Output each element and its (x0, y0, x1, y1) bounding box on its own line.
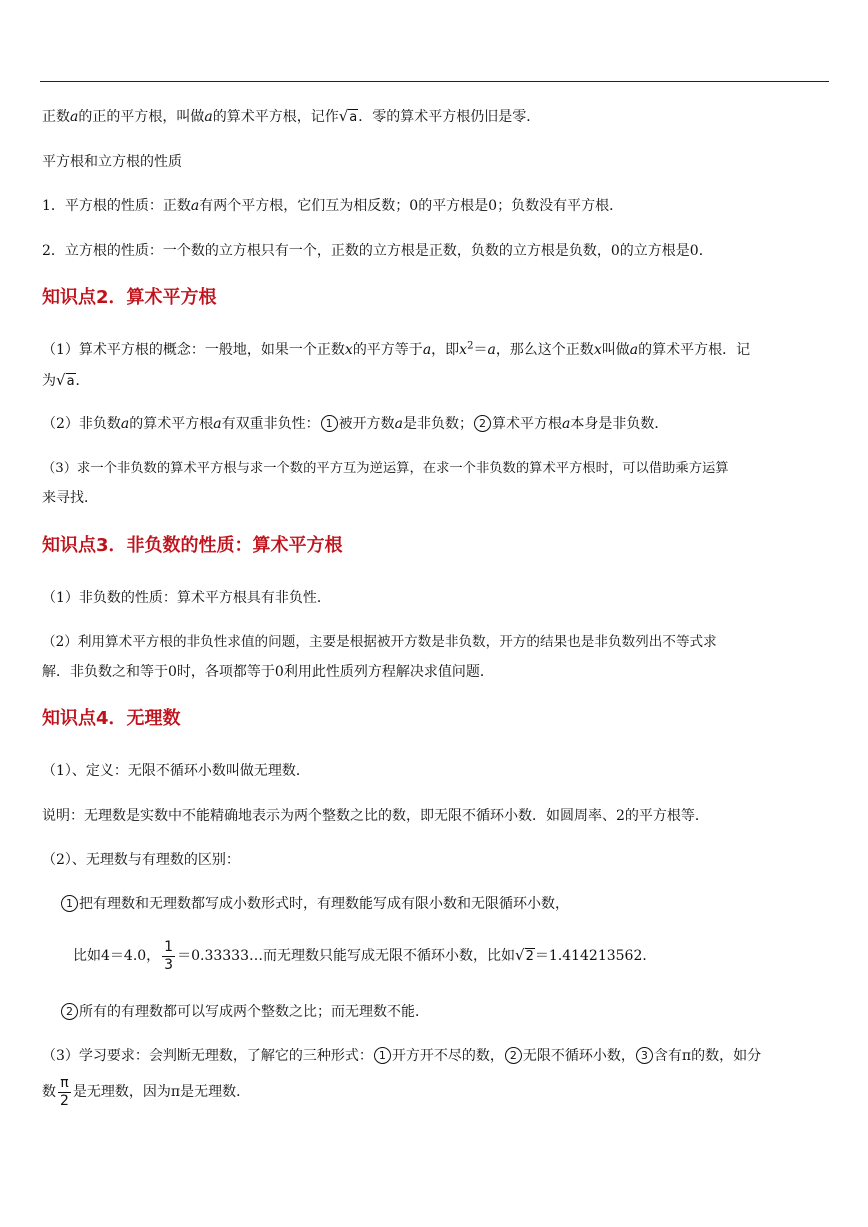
sqrt-2: √2 (515, 946, 534, 964)
k3-para-2-line-2: 解．非负数之和等于0时，各项都等于0利用此性质列方程解决求值问题． (42, 664, 494, 680)
k2-para-3-line-2: 来寻找． (42, 490, 98, 506)
var-a: a (204, 109, 213, 125)
k4-definition: （1）、定义：无限不循环小数叫做无理数． (42, 763, 310, 779)
circled-number-1: 1 (61, 895, 78, 912)
fraction-one-third: $\frac{1}{3}$ (164, 938, 174, 973)
k2-para-1-line-2: 为√a． (42, 371, 90, 389)
property-2: 2．立方根的性质：一个数的立方根只有一个，正数的立方根是正数，负数的立方根是负数，0的立方根是0． (42, 243, 713, 259)
heading-k3: 知识点3．非负数的性质：算术平方根 (42, 535, 343, 556)
fraction-pi-over-2: $\frac{\pi}{2}$ (60, 1074, 69, 1109)
var-a: a (70, 109, 79, 125)
k4-requirement-line-1: （3）学习要求：会判断无理数，了解它的三种形式： 1 开方开不尽的数， 2 无限不循环小数， 3 含有π的数，如分 (42, 1048, 762, 1064)
circled-number-2: 2 (61, 1003, 78, 1020)
header-rule (40, 81, 829, 82)
circled-number-1: 1 (374, 1047, 391, 1064)
properties-title: 平方根和立方根的性质 (42, 154, 182, 170)
k4-example: 比如4＝4.0， $\frac{1}{3}$ ＝0.33333…而无理数只能写成无限不循环小数，比如√2＝1.414213562． (73, 938, 657, 973)
k4-item-2: 2 所有的有理数都可以写成两个整数之比；而无理数不能． (60, 1002, 429, 1022)
k3-para-1: （1）非负数的性质：算术平方根具有非负性． (42, 590, 331, 606)
k4-note: 说明：无理数是实数中不能精确地表示为两个整数之比的数，即无限不循环小数．如圆周率、2的平方根等． (42, 808, 709, 824)
sqrt-a: √a (338, 107, 358, 125)
k2-para-1-line-1: （1）算术平方根的概念：一般地，如果一个正数x的平方等于a，即$x^2=a$，那么这个正数x叫做a的算术平方根．记 (42, 340, 751, 358)
property-1: 1．平方根的性质：正数a有两个平方根，它们互为相反数；0的平方根是0；负数没有平方根． (42, 198, 624, 214)
heading-k2: 知识点2．算术平方根 (42, 287, 217, 308)
circled-number-3: 3 (636, 1047, 653, 1064)
sqrt-a: √a (56, 371, 75, 389)
k4-difference-title: （2）、无理数与有理数的区别： (42, 852, 240, 868)
intro-line-1: 正数a的正的平方根，叫做a的算术平方根，记作√a．零的算术平方根仍旧是零． (42, 107, 541, 125)
circled-number-2: 2 (505, 1047, 522, 1064)
k2-para-3-line-1: （3）求一个非负数的算术平方根与求一个数的平方互为逆运算，在求一个非负数的算术平方根时，可以借助乘方运算 (42, 461, 729, 476)
heading-k4: 知识点4．无理数 (42, 708, 181, 729)
circled-number-2: 2 (474, 415, 491, 432)
k2-para-2: （2）非负数a的算术平方根a有双重非负性： 1 被开方数a是非负数； 2 算术平方根a本身是非负数． (42, 416, 669, 432)
k4-requirement-line-2: 数 $\frac{\pi}{2}$ 是无理数，因为π是无理数． (42, 1074, 251, 1109)
circled-number-1: 1 (321, 415, 338, 432)
k3-para-2-line-1: （2）利用算术平方根的非负性求值的问题，主要是根据被开方数是非负数，开方的结果也是非负数列出不等式求 (42, 634, 717, 650)
k4-item-1: 1 把有理数和无理数都写成小数形式时，有理数能写成有限小数和无限循环小数， (60, 894, 569, 914)
